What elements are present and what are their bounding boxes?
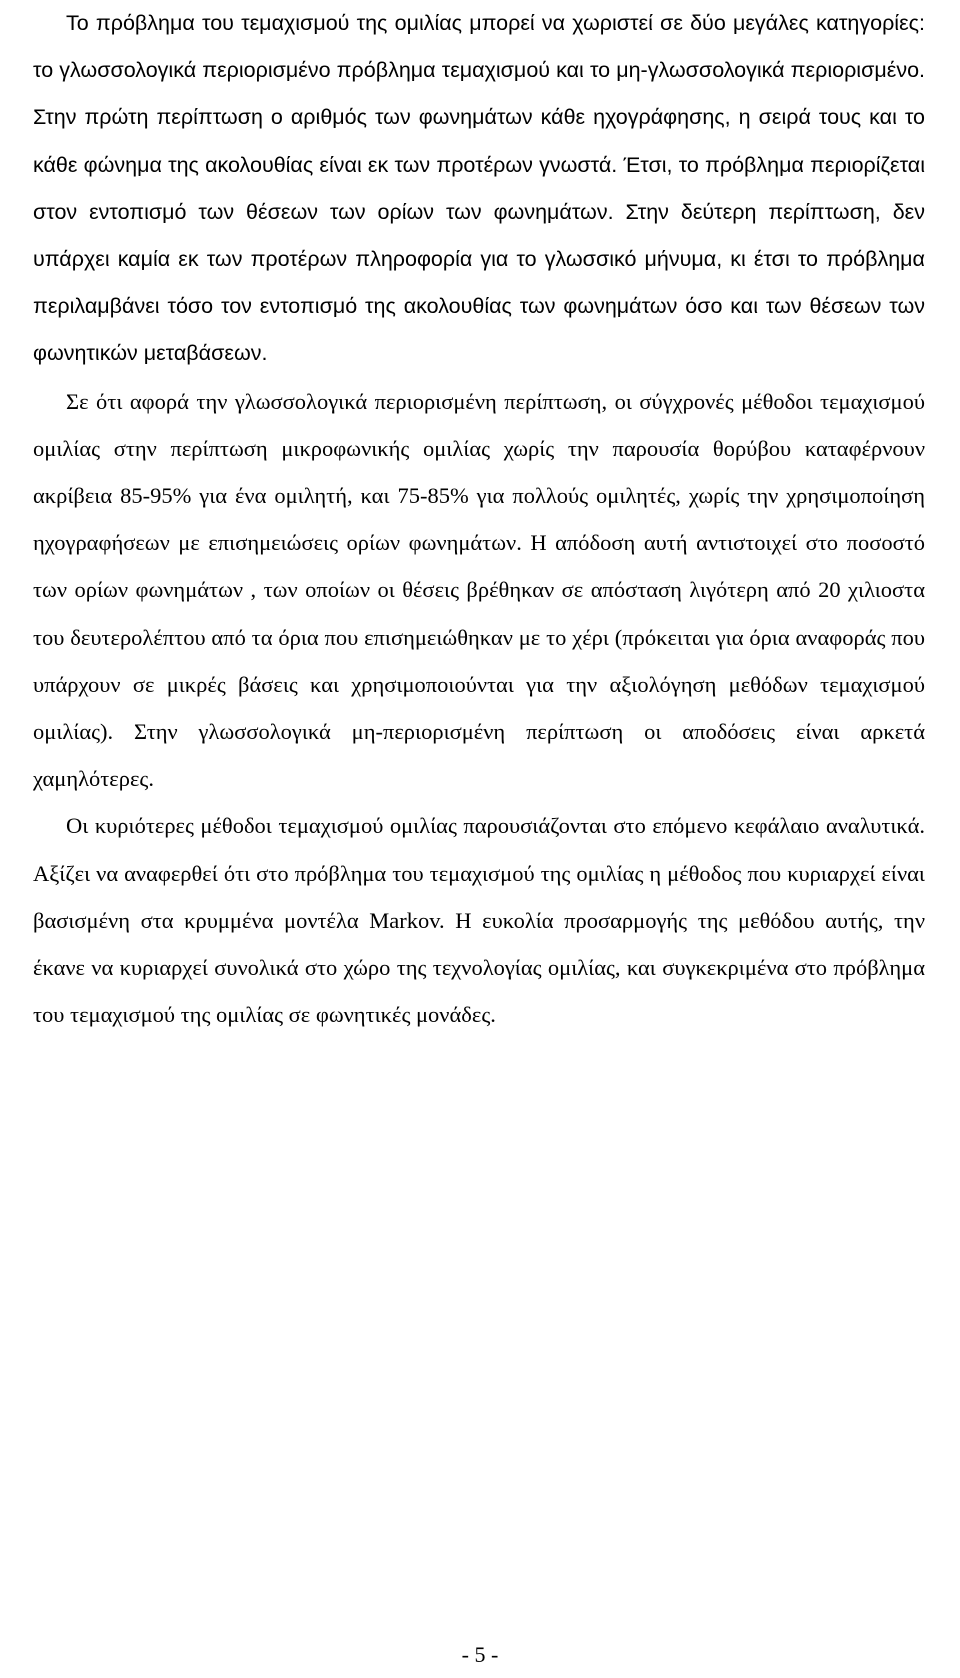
paragraph-1: Το πρόβλημα του τεμαχισμού της ομιλίας μπορεί να χωριστεί σε δύο μεγάλες κατηγορίες: το γλωσσολογικά περιορισμένο πρόβλημα τεμαχισμού και το μη-γλωσσολογικά περιορισμένο. Στην πρώτη περίπτωση ο αριθμός των φωνημάτων κάθε ηχογράφησης, η σειρά τους και το κάθε φώνημα της ακολουθίας είναι εκ των προτέρων γνωστά. Έτσι, το πρόβλημα περιορίζεται στον εντοπισμό των θέσεων των ορίων των φωνημάτων. Στην δεύτερη περίπτωση, δεν υπάρχει καμία εκ των προτέρων πληροφορία για το γλωσσικό μήνυμα, κι έτσι το πρόβλημα περιλαμβάνει τόσο τον εντοπισμό της ακολουθίας των φωνημάτων όσο και των θέσεων των φωνητικών μεταβάσεων. bbox=[33, 11, 925, 366]
body-text bbox=[33, 0, 925, 1038]
paragraph-3: Οι κυριότερες μέθοδοι τεμαχισμού ομιλίας παρουσιάζονται στο επόμενο κεφάλαιο αναλυτικά. Αξίζει να αναφερθεί ότι στο πρόβλημα του τεμαχισμού της ομιλίας η μέθοδος που κυριαρχεί είναι βασισμένη στα κρυμμένα μοντέλα Markov. Η ευκολία προσαρμογής της μεθόδου αυτής, την έκανε να κυριαρχεί συνολικά στο χώρο της τεχνολογίας ομιλίας, και συγκεκριμένα στο πρόβλημα του τεμαχισμού της ομιλίας σε φωνητικές μονάδες. bbox=[33, 813, 925, 1028]
page-number: - 5 - bbox=[461, 1642, 499, 1667]
paragraph-2: Σε ότι αφορά την γλωσσολογικά περιορισμένη περίπτωση, οι σύγχρονές μέθοδοι τεμαχισμού ομιλίας στην περίπτωση μικροφωνικής ομιλίας χωρίς την παρουσία θορύβου καταφέρνουν ακρίβεια 85-95% για ένα ομιλητή, και 75-85% για πολλούς ομιλητές, χωρίς την χρησιμοποίηση ηχογραφήσεων με επισημειώσεις ορίων φωνημάτων. Η απόδοση αυτή αντιστοιχεί στο ποσοστό των ορίων φωνημάτων , των οποίων οι θέσεις βρέθηκαν σε απόσταση λιγότερη από 20 χιλιοστα του δευτερολέπτου από τα όρια που επισημειώθηκαν με το χέρι (πρόκειται για όρια αναφοράς που υπάρχουν σε μικρές βάσεις και χρησιμοποιούνται για την αξιολόγηση μεθόδων τεμαχισμού ομιλίας). Στην γλωσσολογικά μη-περιορισμένη περίπτωση οι αποδόσεις είναι αρκετά χαμηλότερες. bbox=[33, 388, 925, 792]
